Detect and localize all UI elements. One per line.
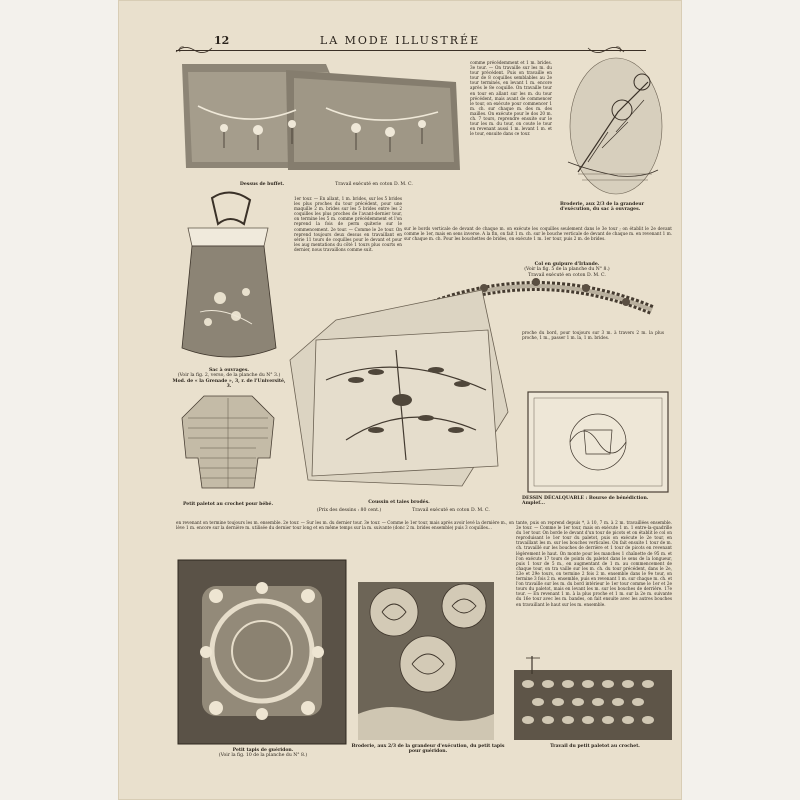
bag-caption-model: Mod. de « la Grenade », 3, r. de l'Université, 3.	[172, 378, 286, 390]
table-mat-caption-title: Petit tapis de guéridon.	[232, 748, 294, 753]
transfer-caption: DESSIN DÉCALQUABLE : Bourse de bénédiction. Amplef...	[522, 496, 649, 507]
header-rule	[176, 50, 646, 51]
text-wide-mid: sur le bords verticale de devant de chaque m. on exécute les coquilles seulement dans le 3e tour ; on établit le 2e devant comme le 1er, mais en sens inverse. A la fin, on fait 1 m. ch. sur le bouche verticale de devant de chaque m. en revenant 1 m. sur chaque m. ch. Pour les bouchettes de brides, on exécute 1 m. 1er tour, puis 2 m. de brides.	[404, 226, 672, 242]
bag-caption-ref: (Voir la fig. 2, verso, de la planche du N° 3.)	[177, 373, 281, 379]
cushion-work-note	[404, 508, 498, 513]
text-column-middle: 1er tour. — En allant, 1 m. brides, sur les 5 brides les plus proches du tour précédent, pour une maquille 2 m. brides sur les 5 brides entre les 2 coquilles les plus proches de l'avant-dernier tour, on termine les 5 m. comme précédemment et l'on reprend la fois de perm quiterie sur le commencement. 2e tour. — Comme le 2e tour. On reprend toujours deux dessus en travaillant en série 11 tours de coquilles pour le devant et pour les aug mentations du côté 1 tours plus courts en dernier, nous travaillons comme suit.	[294, 196, 402, 252]
text-column-right-middle: proche du bord, pour toujours sur 3 m. à travers 2 m. la plus proche, 1 m., passer 1 m. la, 1 m. brides.	[522, 330, 664, 341]
page-header	[118, 28, 682, 54]
bag-caption-title: Sac à ouvrages.	[208, 368, 250, 373]
bag-caption	[170, 368, 288, 390]
rose-embroidery-illustration	[358, 582, 494, 740]
cushion-caption: Coussin et taies brodés.	[368, 500, 430, 505]
collar-caption-ref: (Voir la fig. 5 de la planche du N° 8.)	[524, 267, 610, 273]
crochet-work-illustration	[514, 652, 672, 740]
page-number: 12	[214, 34, 230, 47]
text-column-top-right: comme précédemment et 1 m. brides. 3e tour. — On travaille sur les m. du tour précédent. Puis on travaille en tour de 8 coquilles semblables au 2e tour terminés, en levant 1 m. encore après le 8e coquille. On travaille tour en tour en allant sur les m. du tour précédent, mais avant de commencer le tour, on exécute pour commencer 1 m. ch. sur chaque m. des m. des mailles. On exécute pour le dos 20 m. ch. 7 tours, reprendre ensuite sur le tour les m. du tour, on coute le tour en revenant aussi 1 m. levant 1 m. et le tour, ensuite dans ce tour.	[470, 60, 552, 137]
crochet-work-caption: Travail du petit paletot au crochet.	[550, 744, 640, 749]
buffet-caption-note: Travail exécuté en coton D. M. C.	[335, 182, 413, 187]
embroidery-oval-illustration	[558, 52, 668, 202]
baby-jacket-caption: Petit paletot au crochet pour bébé.	[182, 502, 274, 507]
work-bag-illustration	[172, 188, 284, 372]
baby-jacket-illustration	[174, 388, 282, 500]
journal-title: LA MODE ILLUSTRÉE	[319, 34, 481, 47]
broderie-oval-caption: Broderie, aux 2/3 de la grandeur d'exécution, du sac à ouvrages.	[560, 202, 645, 213]
table-mat-caption	[178, 748, 348, 759]
table-mat-illustration	[176, 558, 348, 746]
collar-caption-note: Travail exécuté en coton D. M. C.	[528, 272, 606, 278]
embroidered-cushion-illustration	[286, 280, 518, 502]
text-column-lower-right: tante, puis on reprend depuis *, à 10, 7 m. à 2 m. travaillées ensemble. 2e tour. — Comme le 1er tour, mais on exécute 1 m. 1 entre-la-quadrille du 1er tour. On borde le devant d'un tour de picots et on établit le col on reproduisant le 1er tour du paletot, puis on exécute le 2e tour, en travaillant les m. sur les bouches verticales. On fait ensuite 1 tour de m. ch. travaillé sur les bouches de derrière et 1 tour de picots en revenant légèrement le haut. On monte pour les manches 1 chaînette de 95 m. et l'on exécute 17 tours de points du paletot dans le sens de la longueur, puis 1 tour de 5 m., en augmentant de 1 m. au commencement de chaque tour, on tra vaille sur les m. ch. du tour précédent, dans le 2e, 23e et 29e tours, on termine 2 fois 2 m. ensemble dans le 9e tour, on termine 3 fois 2 m. ensemble, puis en revenant 1 m. sur chaque m. ch. et l'on travaille sur les m. du bord intérieur le 1er tour comme le 1er et 2e tours du paletot, mais en levant les m. sur les bouches de derrière. 17e tour. — En revenant 1 m. à la plus proche et 1 m. sur la 2e m. suivante du 16e tour avec les m. bandes, on fait ensuite avec les autres bouches en travaillant le haut sur les m. ensemble.	[516, 520, 672, 607]
magazine-page	[118, 0, 682, 800]
collar-caption	[522, 262, 612, 278]
rose-embroidery-caption: Broderie, aux 2/3 de la grandeur d'exécution, du petit tapis pour guéridon.	[351, 744, 505, 755]
buffet-caption: Dessus de buffet.	[239, 182, 285, 187]
buffet-caption-sub	[314, 182, 434, 187]
collar-caption-title: Col en guipure d'Irlande.	[534, 262, 600, 267]
left-ornament-icon	[174, 42, 214, 56]
cushion-work-note-text: Travail exécuté en coton D. M. C.	[412, 508, 490, 513]
table-mat-caption-ref: (Voir la fig. 10 de la planche du N° 8.)	[218, 753, 308, 759]
cushion-price-text: (Prix des dessins : 80 cent.)	[316, 508, 382, 513]
buffet-cover-illustration	[176, 58, 466, 176]
transfer-design-illustration	[524, 390, 672, 496]
cushion-price	[314, 508, 384, 513]
text-row-full: en revenant on termine toujours les m. ensemble. 2e tour. — Sur les m. du dernier tour. 3e tour. — Comme le 1er tour, mais après avoir levé la dernière m., on lève 1 m. encore sur la dernière m. utilisée du dernier tour long et en même temps sur la m. suivante (donc 2 m. brides ensemble) puis 3 coquilles...	[176, 520, 514, 531]
